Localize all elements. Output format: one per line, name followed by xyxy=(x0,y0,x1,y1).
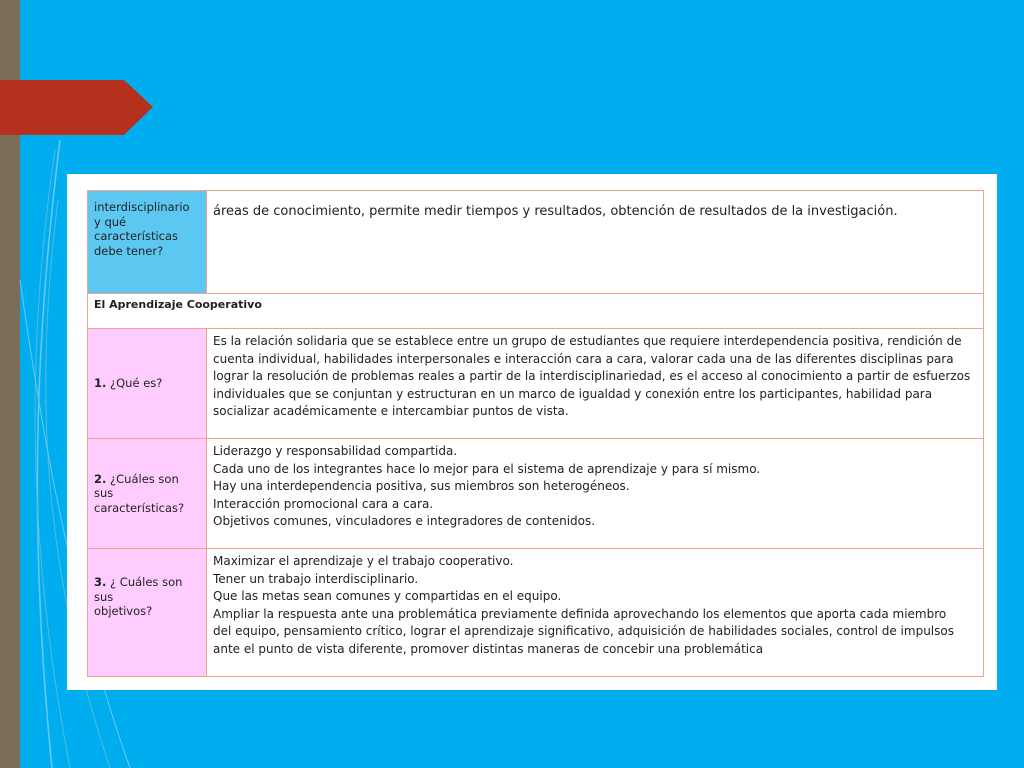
q3-label-line: sus xyxy=(94,589,114,604)
q3-line: Que las metas sean comunes y compartidas en el equipo. xyxy=(213,589,562,603)
q1-line: lograr la resolución de problemas reales a partir de la interdisciplinariedad, es el acceso al conocimiento a partir de esfuerzos xyxy=(213,369,971,383)
q2-content-cell xyxy=(207,439,984,549)
q3-content-cell xyxy=(207,549,984,677)
q1-line: cuenta individual, habilidades interpersonales e interacción cara a cara, valorar cada una de las diferentes disciplinas para xyxy=(213,351,954,366)
q2-line: Hay una interdependencia positiva, sus miembros son heterogéneos. xyxy=(213,479,630,493)
q1-number: 1. xyxy=(94,376,107,391)
q1-line: individuales que se conjuntan y estructuran en un marco de igualdad y conexión entre los participantes, habilidad para xyxy=(213,386,933,401)
table-section-header-row xyxy=(88,294,984,329)
q2-label-cell xyxy=(88,439,207,549)
q3-line: del equipo, pensamiento crítico, lograr el aprendizaje significativo, adquisición de habilidades sociales, control de impulsos xyxy=(213,624,954,638)
content-table xyxy=(87,190,984,677)
q1-label-cell xyxy=(88,329,207,439)
row1-label-line: debe tener? xyxy=(94,243,164,258)
table-row-interdisciplinary xyxy=(88,191,984,294)
q2-number: 2. xyxy=(94,471,107,486)
row1-label-line: interdisciplinario xyxy=(94,200,190,214)
q3-label-line: ¿ Cuáles son xyxy=(110,575,183,589)
row1-content-cell: áreas de conocimiento, permite medir tiempos y resultados, obtención de resultados de la investigación. xyxy=(207,191,984,294)
q3-line: Tener un trabajo interdisciplinario. xyxy=(213,571,419,586)
q1-label: ¿Qué es? xyxy=(110,376,163,391)
red-arrow-shape xyxy=(0,80,153,135)
q3-line: Maximizar el aprendizaje y el trabajo cooperativo. xyxy=(213,554,514,568)
q2-label-line: características? xyxy=(94,500,185,515)
table-row-q3 xyxy=(88,549,984,677)
q2-label-line: ¿Cuáles son xyxy=(110,471,179,486)
row1-label-line: y qué xyxy=(94,214,127,229)
row1-label-line: características xyxy=(94,229,179,244)
q2-line: Liderazgo y responsabilidad compartida. xyxy=(213,444,458,458)
q3-line: ante el punto de vista diferente, promover distintas maneras de concebir una problemática xyxy=(213,641,764,656)
q1-line: Es la relación solidaria que se establece entre un grupo de estudiantes que requiere interdependencia positiva, rendición de xyxy=(213,334,962,348)
q3-label-cell xyxy=(88,549,207,677)
q3-label-line: objetivos? xyxy=(94,604,153,619)
q2-label-line: sus xyxy=(94,486,114,501)
table-image-panel xyxy=(67,174,997,690)
q1-content-cell xyxy=(207,329,984,439)
q1-line: socializar académicamente e intercambiar puntos de vista. xyxy=(213,404,569,418)
q2-line: Objetivos comunes, vinculadores e integradores de contenidos. xyxy=(213,514,596,528)
section-header: El Aprendizaje Cooperativo xyxy=(88,294,984,329)
q3-line: Ampliar la respuesta ante una problemática previamente definida aprovechando los elementos que aporta cada miembro xyxy=(213,606,947,621)
q3-number: 3. xyxy=(94,575,107,589)
q2-line: Interacción promocional cara a cara. xyxy=(213,496,434,511)
row1-label-cell xyxy=(88,191,207,294)
table-row-q1 xyxy=(88,329,984,439)
table-row-q2 xyxy=(88,439,984,549)
q2-line: Cada uno de los integrantes hace lo mejor para el sistema de aprendizaje y para sí mismo. xyxy=(213,461,761,476)
